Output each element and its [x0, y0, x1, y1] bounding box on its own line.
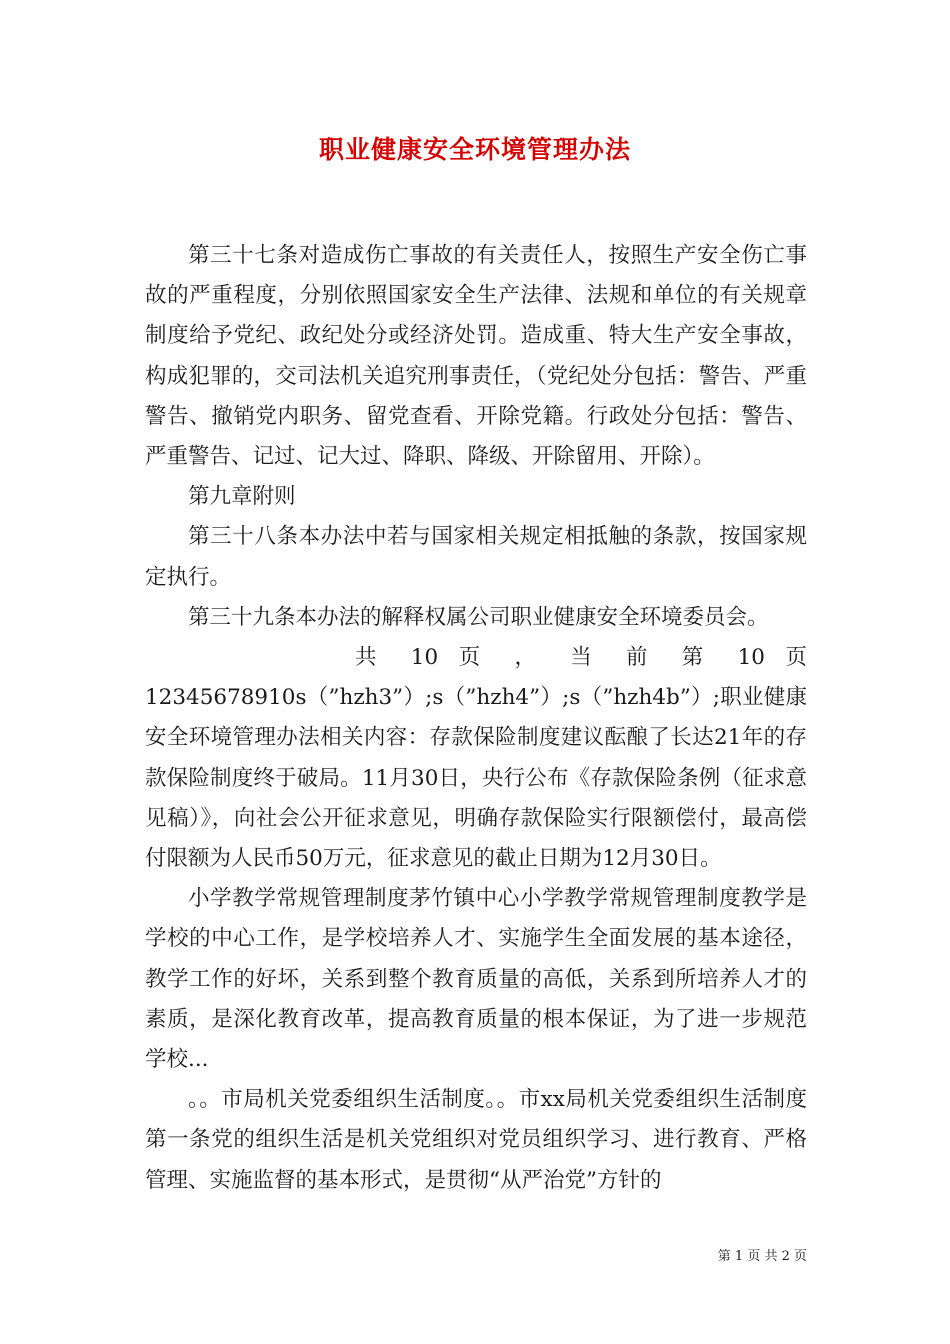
paragraph-party-rules: 。。市局机关党委组织生活制度。。市xx局机关党委组织生活制度第一条党的组织生活是机关党组织对党员组织学习、进行教育、严格管理、实施监督的基本形式，是贯彻“从严治党”方针的 [145, 1087, 807, 1193]
paragraph-article-37: 第三十七条对造成伤亡事故的有关责任人，按照生产安全伤亡事故的严重程度，分别依照国家安全生产法律、法规和单位的有关规章制度给予党纪、政纪处分或经济处罚。造成重、特大生产安全事故，构成犯罪的，交司法机关追究刑事责任，（党纪处分包括：警告、严重警告、撤销党内职务、留党查看、开除党籍。行政处分包括：警告、严重警告、记过、记大过、降职、降级、开除留用、开除）。 [145, 243, 807, 470]
paragraph-related-content: 12345678910s（”hzh3”）;s（”hzh4”）;s（”hzh4b”）;职业健康安全环境管理办法相关内容：存款保险制度建议酝酿了长达21年的存款保险制度终于破局。11月30日，央行公布《存款保险条例（征求意见稿）》，向社会公开征求意见，明确存款保险实行限额偿付，最高偿付限额为人民币50万元，征求意见的截止日期为12月30日。 [145, 685, 807, 872]
paragraph-article-39: 第三十九条本办法的解释权属公司职业健康安全环境委员会。 [188, 604, 769, 630]
document-body [145, 236, 807, 1201]
paragraph-school-rules: 小学教学常规管理制度茅竹镇中心小学教学常规管理制度教学是学校的中心工作，是学校培养人才、实施学生全面发展的基本途径，教学工作的好坏，关系到整个教育质量的高低，关系到所培养人才的素质，是深化教育改革，提高教育质量的根本保证，为了进一步规范学校... [145, 886, 807, 1073]
document-title: 职业健康安全环境管理办法 [318, 135, 631, 164]
chapter-heading: 第九章附则 [188, 484, 296, 510]
page-count-line: 共 10 页 ， 当 前 第 10 页 [355, 645, 807, 671]
page-indicator: 第 1 页 共 2 页 [717, 1249, 807, 1264]
paragraph-article-38: 第三十八条本办法中若与国家相关规定相抵触的条款，按国家规定执行。 [145, 524, 807, 590]
